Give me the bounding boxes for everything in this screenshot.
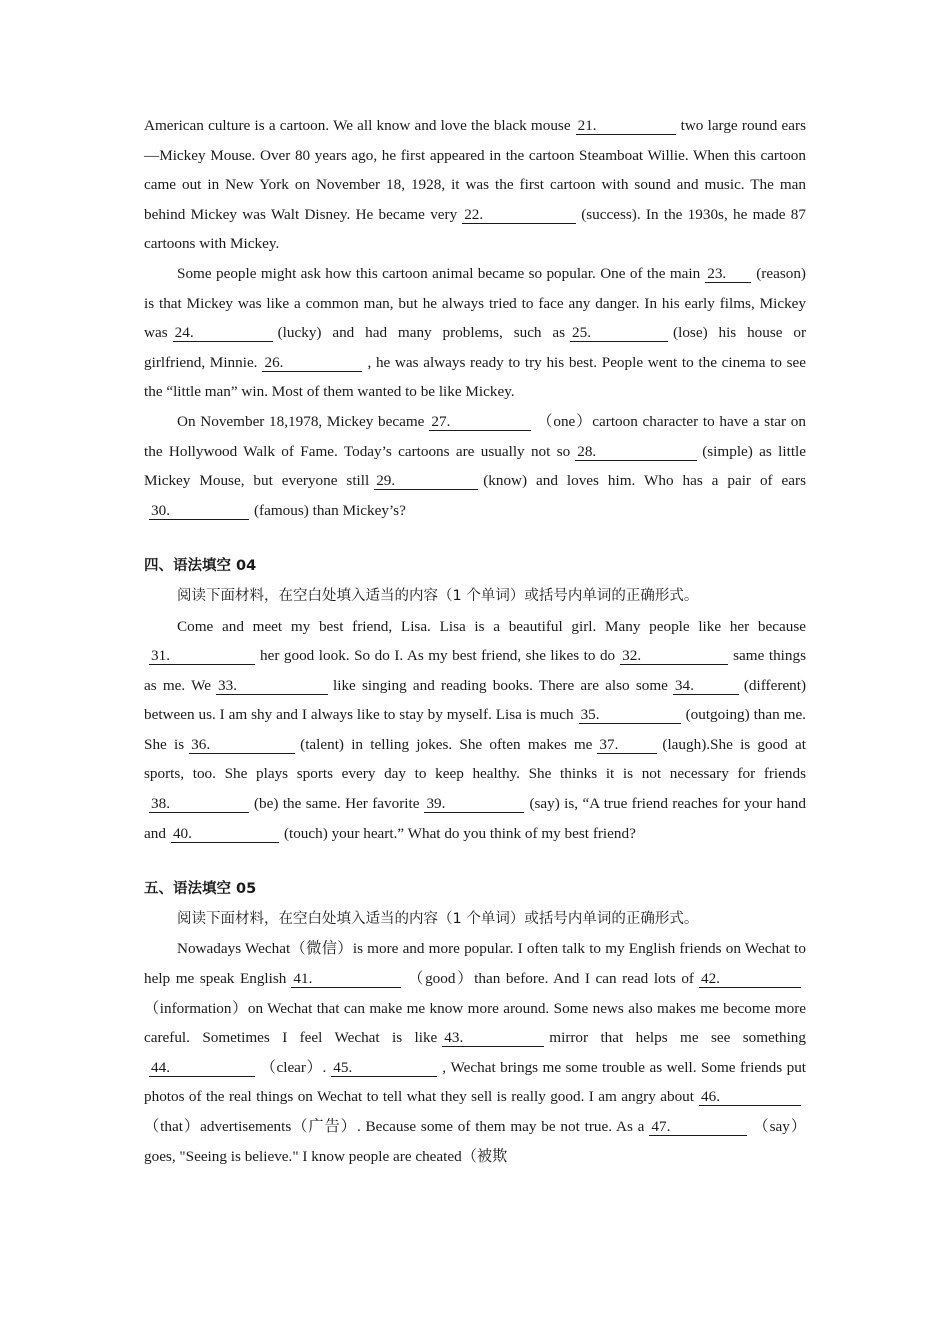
blank-38[interactable]: 38. bbox=[149, 795, 249, 813]
blank-47[interactable]: 47. bbox=[649, 1118, 747, 1136]
blank-35[interactable]: 35. bbox=[579, 706, 681, 724]
section-5-heading: 五、语法填空 05 bbox=[144, 881, 257, 898]
text-run: , Wechat brings me some trouble as well. Some friends put photos of the real things on Wechat to tell what they sell is really good. I am angry about bbox=[144, 1058, 807, 1106]
text-run: （that）advertisements（广告）. Because some of them may be not true. As a bbox=[144, 1118, 645, 1135]
text-run: (touch) your heart.” What do you think of my best friend? bbox=[283, 824, 636, 842]
blank-43[interactable]: 43. bbox=[442, 1029, 544, 1047]
blank-21[interactable]: 21. bbox=[576, 117, 676, 135]
text-run: （clear）. bbox=[260, 1058, 327, 1076]
section-spacer bbox=[144, 525, 806, 552]
blank-44[interactable]: 44. bbox=[149, 1059, 255, 1077]
blank-39[interactable]: 39. bbox=[424, 795, 524, 813]
text-run: (talent) in telling jokes. She often makes me bbox=[300, 735, 593, 753]
blank-30[interactable]: 30. bbox=[149, 502, 249, 520]
section-5-instruction: 阅读下面材料，在空白处填入适当的内容（1 个单词）或括号内单词的正确形式。 bbox=[177, 910, 699, 927]
section-5-passage bbox=[144, 934, 806, 1171]
passage3-paragraph-2 bbox=[144, 259, 806, 407]
text-run: like singing and reading books. There are also some bbox=[333, 676, 668, 694]
blank-36[interactable]: 36. bbox=[189, 736, 295, 754]
section-4-passage bbox=[144, 612, 806, 849]
text-run: （information）on Wechat that can make me know more around. Some news also makes me become more careful. Sometimes I feel Wechat is like bbox=[144, 999, 806, 1047]
text-run: Some people might ask how this cartoon animal became so popular. One of the main bbox=[177, 264, 701, 282]
text-run: (lucky) and had many problems, such as bbox=[277, 324, 566, 342]
blank-33[interactable]: 33. bbox=[216, 677, 328, 695]
section-4-instruction: 阅读下面材料，在空白处填入适当的内容（1 个单词）或括号内单词的正确形式。 bbox=[177, 587, 699, 604]
text-run: （say）goes, "Seeing is believe." I know people are cheated（被欺 bbox=[144, 1118, 807, 1165]
section-spacer bbox=[144, 848, 806, 875]
text-run: mirror that helps me see something bbox=[549, 1029, 806, 1047]
text-run: (know) and loves him. Who has a pair of ears bbox=[483, 472, 806, 490]
text-run: same things as me. We bbox=[144, 647, 806, 694]
text-run: (outgoing) than me. She is bbox=[144, 706, 806, 753]
blank-46[interactable]: 46. bbox=[699, 1088, 801, 1106]
text-run: (famous) than Mickey’s? bbox=[254, 501, 406, 519]
text-run: (simple) as little Mickey Mouse, but everyone still bbox=[144, 442, 806, 490]
blank-40[interactable]: 40. bbox=[171, 825, 279, 843]
text-run: (success). In the 1930s, he made 87 cartoons with Mickey. bbox=[144, 205, 806, 253]
text-run: (say) is, “A true friend reaches for your hand and bbox=[144, 795, 806, 842]
passage3-paragraph-1 bbox=[144, 111, 806, 259]
text-run: American culture is a cartoon. We all know and love the black mouse bbox=[144, 117, 571, 134]
text-run: (be) the same. Her favorite bbox=[254, 795, 420, 813]
blank-23[interactable]: 23. bbox=[705, 265, 751, 283]
blank-27[interactable]: 27. bbox=[429, 413, 531, 431]
blank-31[interactable]: 31. bbox=[149, 647, 255, 665]
passage3-paragraph-3 bbox=[144, 407, 806, 525]
text-run: (different) between us. I am shy and I always like to stay by myself. Lisa is much bbox=[144, 676, 806, 724]
blank-26[interactable]: 26. bbox=[262, 354, 362, 372]
text-run: （one）cartoon character to have a star on the Hollywood Walk of Fame. Today’s cartoons are usually not so bbox=[144, 412, 806, 460]
blank-45[interactable]: 45. bbox=[331, 1059, 437, 1077]
blank-24[interactable]: 24. bbox=[173, 324, 273, 342]
text-run: Nowadays Wechat（微信）is more and more popular. I often talk to my English friends on Wechat to help me speak English bbox=[144, 940, 806, 988]
blank-25[interactable]: 25. bbox=[570, 324, 668, 342]
text-run: (reason) is that Mickey was like a common man, but he always tried to face any danger. In his early films, Mickey was bbox=[144, 264, 806, 342]
text-run: (lose) his house or girlfriend, Minnie. bbox=[144, 324, 807, 371]
text-run: Come and meet my best friend, Lisa. Lisa is a beautiful girl. Many people like her because bbox=[177, 617, 806, 635]
text-run: (laugh).She is good at sports, too. She plays sports every day to keep healthy. She thinks it is not necessary for friends bbox=[144, 735, 806, 783]
blank-34[interactable]: 34. bbox=[673, 677, 739, 695]
blank-32[interactable]: 32. bbox=[620, 647, 728, 665]
text-run: On November 18,1978, Mickey became bbox=[177, 412, 425, 430]
text-run: , he was always ready to try his best. People went to the cinema to see the “little man” win. Most of them wanted to be like Mickey. bbox=[144, 353, 806, 401]
text-run: two large round ears—Mickey Mouse. Over 80 years ago, he first appeared in the cartoon Steamboat Willie. When this cartoon came out in New York on November 18, 1928, it was the first cartoon with sound and music. The man behind Mickey was Walt Disney. He became very bbox=[144, 117, 806, 223]
text-run: （good）than before. And I can read lots of bbox=[406, 970, 694, 988]
blank-37[interactable]: 37. bbox=[597, 736, 657, 754]
blank-41[interactable]: 41. bbox=[291, 970, 401, 988]
text-run: her good look. So do I. As my best friend, she likes to do bbox=[260, 647, 616, 665]
blank-22[interactable]: 22. bbox=[462, 206, 576, 224]
worksheet-page bbox=[144, 111, 806, 1171]
blank-28[interactable]: 28. bbox=[575, 443, 697, 461]
section-4-heading: 四、语法填空 04 bbox=[144, 558, 257, 575]
blank-42[interactable]: 42. bbox=[699, 970, 801, 988]
blank-29[interactable]: 29. bbox=[374, 472, 478, 490]
